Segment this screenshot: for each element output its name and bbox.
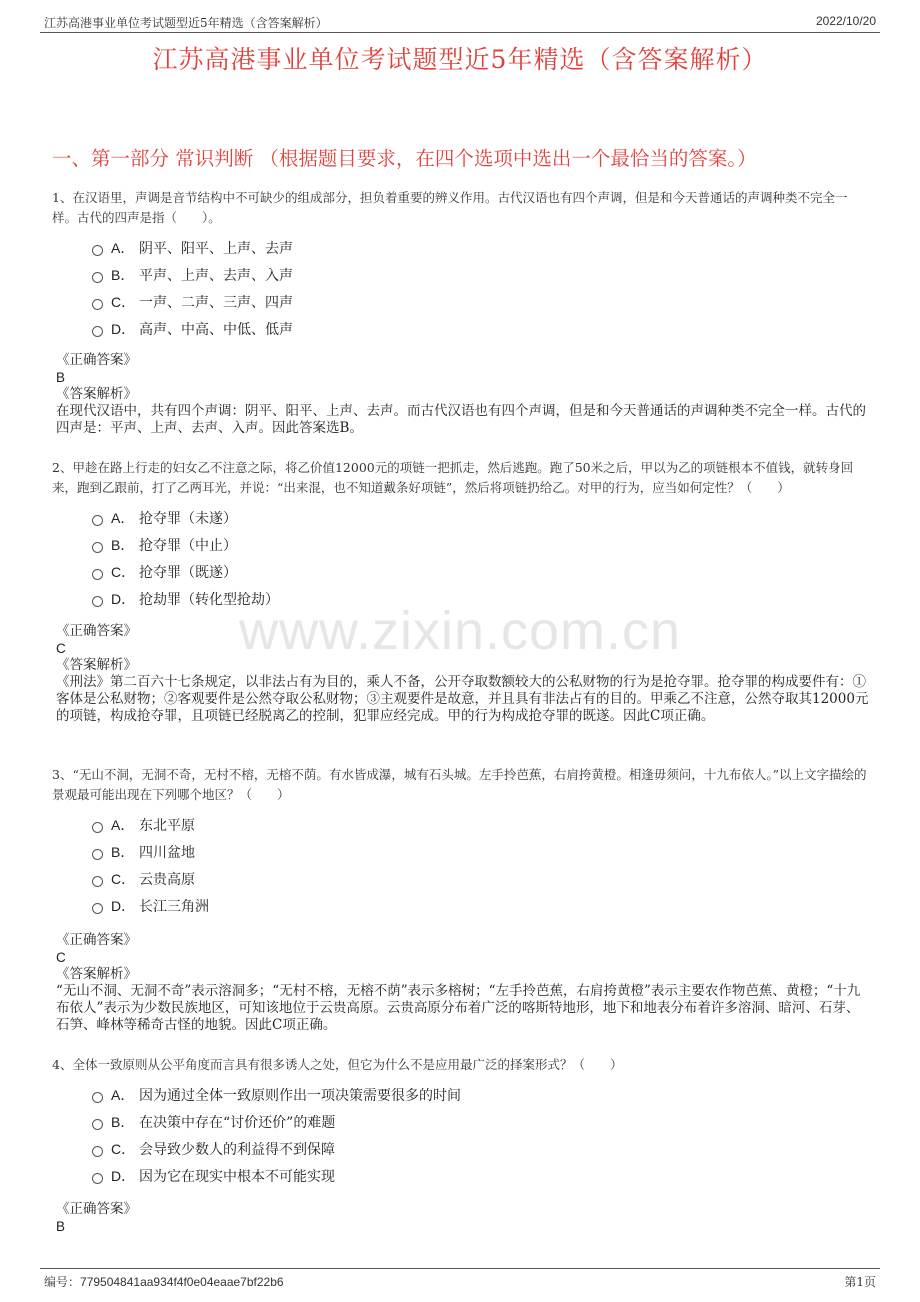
radio-icon[interactable]: [92, 542, 103, 553]
answer-block-4: [56, 1201, 872, 1235]
question-text: 1、在汉语里，声调是音节结构中不可缺少的组成部分，担负着重要的辨义作用。古代汉语也有四个声调，但是和今天普通话的声调种类不完全一样。古代的四声是指（ ）。: [52, 190, 848, 225]
question-text: 4、全体一致原则从公平角度而言具有很多诱人之处，但它为什么不是应用最广泛的择案形式？（ ）: [52, 1057, 623, 1072]
option-b[interactable]: B． 抢夺罪（中止）: [92, 531, 870, 558]
doc-code-value: 779504841aa934f4f0e04eaae7bf22b6: [80, 1275, 284, 1289]
option-c[interactable]: C． 抢夺罪（既遂）: [92, 558, 870, 585]
answer-value: C: [56, 641, 66, 656]
analysis-label: 《答案解析》: [56, 657, 137, 673]
answer-value: C: [56, 950, 66, 965]
option-a[interactable]: A． 抢夺罪（未遂）: [92, 504, 870, 531]
header-doc-title: 江苏高港事业单位考试题型近5年精选（含答案解析）: [44, 16, 328, 30]
answer-label: 《正确答案》: [56, 352, 137, 368]
answer-block-2: [56, 623, 872, 725]
answer-block-3: [56, 932, 872, 1034]
header-date: 2022/10/20: [815, 14, 876, 28]
option-b[interactable]: B． 在决策中存在“讨价还价”的难题: [92, 1108, 870, 1135]
radio-icon[interactable]: [92, 326, 103, 337]
option-list: [92, 504, 870, 612]
answer-block-1: [56, 352, 872, 437]
answer-label: 《正确答案》: [56, 623, 137, 639]
radio-icon[interactable]: [92, 822, 103, 833]
option-a[interactable]: A． 东北平原: [92, 811, 870, 838]
question-2: [52, 458, 870, 612]
question-3: [52, 765, 870, 919]
analysis-label: 《答案解析》: [56, 386, 137, 402]
answer-value: B: [56, 1219, 66, 1234]
question-4: [52, 1055, 870, 1189]
analysis-text: “无山不洞、无洞不奇”表示溶洞多；“无村不榕，无榕不荫”表示多榕树；“左手拎芭蕉，右肩挎黄橙”表示主要农作物芭蕉、黄橙；“十九布依人”表示为少数民族地区，可知该地位于云贵高原。云贵高原分布着广泛的喀斯特地形，地下和地表分布着许多溶洞、暗河、石芽、石笋、峰林等稀奇古怪的地貌。因此C项正确。: [56, 983, 861, 1033]
option-a[interactable]: A． 因为通过全体一致原则作出一项决策需要很多的时间: [92, 1081, 870, 1108]
radio-icon[interactable]: [92, 1146, 103, 1157]
answer-value: B: [56, 370, 66, 385]
option-list: [92, 234, 870, 342]
question-text: 2、甲趁在路上行走的妇女乙不注意之际，将乙价值12000元的项链一把抓走，然后逃跑。跑了50米之后，甲以为乙的项链根本不值钱，就转身回来，跑到乙跟前，打了乙两耳光，并说：“出来混，也不知道戴条好项链”，然后将项链扔给乙。对甲的行为，应当如何定性？（ ）: [52, 460, 854, 495]
option-a[interactable]: A． 阴平、阳平、上声、去声: [92, 234, 870, 261]
radio-icon[interactable]: [92, 569, 103, 580]
analysis-text: 在现代汉语中，共有四个声调：阴平、阳平、上声、去声。而古代汉语也有四个声调，但是和今天普通话的声调种类不完全一样。古代的四声是：平声、上声、去声、入声。因此答案选B。: [56, 403, 866, 436]
radio-icon[interactable]: [92, 876, 103, 887]
answer-label: 《正确答案》: [56, 932, 137, 948]
option-d[interactable]: D． 高声、中高、中低、低声: [92, 315, 870, 342]
option-c[interactable]: C． 云贵高原: [92, 865, 870, 892]
option-c[interactable]: C． 会导致少数人的利益得不到保障: [92, 1135, 870, 1162]
option-b[interactable]: B． 平声、上声、去声、入声: [92, 261, 870, 288]
option-d[interactable]: D． 因为它在现实中根本不可能实现: [92, 1162, 870, 1189]
radio-icon[interactable]: [92, 299, 103, 310]
answer-label: 《正确答案》: [56, 1201, 137, 1217]
page-header: [40, 12, 880, 33]
watermark: www.zixin.com.cn: [238, 601, 682, 661]
analysis-text: 《刑法》第二百六十七条规定，以非法占有为目的，乘人不备，公开夺取数额较大的公私财物的行为是抢夺罪。抢夺罪的构成要件有：①客体是公私财物；②客观要件是公然夺取公私财物；③主观要件是故意，并且具有非法占有的目的。甲乘乙不注意，公然夺取其12000元的项链，构成抢夺罪，且项链已经脱离乙的控制，犯罪应经完成。甲的行为构成抢夺罪的既遂。因此C项正确。: [56, 674, 869, 724]
option-d[interactable]: D． 长江三角洲: [92, 892, 870, 919]
doc-code-label: 编号：: [44, 1275, 81, 1289]
radio-icon[interactable]: [92, 1173, 103, 1184]
question-text: 3、“无山不洞，无洞不奇，无村不榕，无榕不荫。有水皆成瀑，城有石头城。左手拎芭蕉，右肩挎黄橙。相逢毋须问，十九布依人。”以上文字描绘的景观最可能出现在下列哪个地区？（ ）: [52, 767, 867, 802]
option-b[interactable]: B． 四川盆地: [92, 838, 870, 865]
analysis-label: 《答案解析》: [56, 966, 137, 982]
option-list: [92, 811, 870, 919]
page-footer: [40, 1268, 880, 1291]
main-title: 江苏高港事业单位考试题型近5年精选（含答案解析）: [152, 45, 768, 74]
option-c[interactable]: C． 一声、二声、三声、四声: [92, 288, 870, 315]
page-number: 第1页: [844, 1275, 876, 1289]
radio-icon[interactable]: [92, 245, 103, 256]
radio-icon[interactable]: [92, 596, 103, 607]
radio-icon[interactable]: [92, 272, 103, 283]
radio-icon[interactable]: [92, 515, 103, 526]
doc-code: [44, 1273, 284, 1290]
section-title: 一、第一部分 常识判断 （根据题目要求，在四个选项中选出一个最恰当的答案。）: [52, 147, 757, 170]
radio-icon[interactable]: [92, 1119, 103, 1130]
radio-icon[interactable]: [92, 1092, 103, 1103]
question-1: [52, 188, 870, 342]
option-d[interactable]: D． 抢劫罪（转化型抢劫）: [92, 585, 870, 612]
radio-icon[interactable]: [92, 903, 103, 914]
radio-icon[interactable]: [92, 849, 103, 860]
option-list: [92, 1081, 870, 1189]
